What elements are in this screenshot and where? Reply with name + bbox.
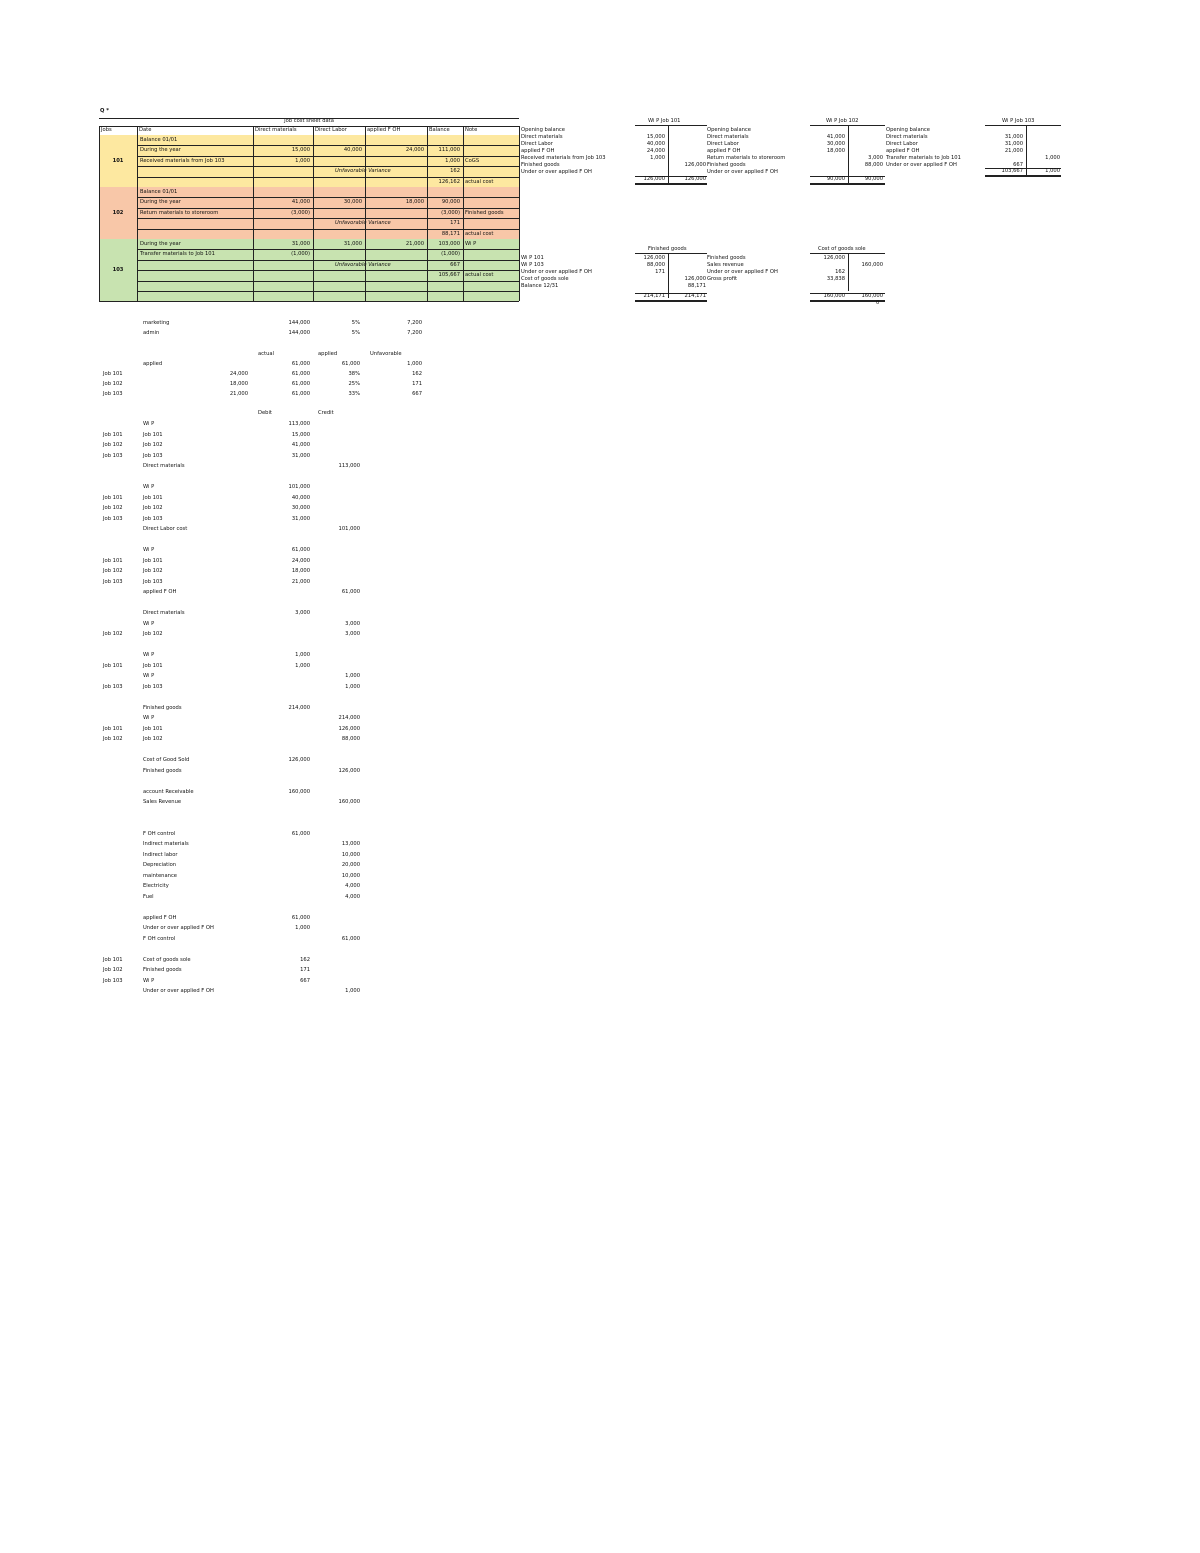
t-row-credit: 1,000 (1045, 155, 1060, 161)
row-date: Balance 01/01 (140, 189, 178, 195)
journal-job: Job 102 (103, 736, 123, 742)
journal-credit: 160,000 (338, 799, 360, 805)
t-row-debit: 126,000 (643, 255, 665, 261)
journal-debit: 160,000 (288, 788, 310, 795)
journal-debit: 126,000 (288, 757, 310, 763)
journal-debit: 41,000 (291, 442, 310, 448)
row-balance: 88,171 (441, 230, 460, 237)
alloc-job: Job 102 (103, 381, 123, 387)
journal-job: Job 101 (103, 557, 123, 564)
journal-account: Wi P (143, 620, 155, 627)
journal-account: Job 103 (143, 578, 163, 585)
t-row-debit: 40,000 (646, 141, 665, 147)
t-row-debit: 667 (1013, 162, 1023, 168)
journal-credit: 1,000 (345, 988, 360, 994)
row-variance-label: Unfavorable Variance (335, 220, 391, 227)
row-balance: (3,000) (441, 209, 460, 216)
journal-debit: 171 (300, 967, 310, 973)
markup-label: admin (143, 330, 160, 336)
t-account-title: Wi P Job 103 (1002, 118, 1035, 124)
t-row-label: applied F OH (707, 148, 741, 154)
journal-debit: 162 (300, 956, 310, 963)
journal-credit: 1,000 (345, 673, 360, 679)
t-row-label: Opening balance (886, 127, 930, 133)
journal-account: F OH control (143, 830, 176, 837)
journal-debit: 15,000 (291, 431, 310, 438)
journal-debit: 667 (300, 977, 310, 984)
row-balance: 105,667 (438, 272, 460, 279)
alloc-actual: 61,000 (291, 381, 310, 387)
journal-job: Job 101 (103, 956, 123, 963)
journal-debit: 21,000 (291, 578, 310, 585)
row-direct-materials: (1,000) (291, 251, 310, 258)
journal-credit: 3,000 (345, 620, 360, 627)
alloc-header-actual: actual (258, 351, 274, 357)
row-date: Transfer materials to Job 101 (140, 251, 215, 258)
journal-debit: 101,000 (288, 484, 310, 490)
t-row-label: Direct Labor (886, 141, 918, 147)
alloc-header-applied: applied (318, 351, 338, 357)
t-row-debit: 21,000 (1004, 148, 1023, 154)
row-note: CoGS (465, 157, 480, 164)
journal-account: Job 101 (143, 557, 163, 564)
row-note: actual cost (465, 272, 494, 279)
journal-account: Direct Labor cost (143, 526, 188, 532)
journal-job: Job 103 (103, 452, 123, 459)
journal-debit: 30,000 (291, 505, 310, 511)
t-row-debit: 126,000 (823, 255, 845, 261)
t-row-credit: 88,000 (864, 162, 883, 168)
journal-job: Job 102 (103, 967, 123, 973)
t-account-title: Wi P Job 101 (648, 118, 681, 124)
column-header: applied F OH (367, 127, 401, 133)
t-row-label: Under or over applied F OH (521, 269, 592, 275)
journal-account: applied F OH (143, 589, 177, 595)
journal-account: Electricity (143, 883, 169, 889)
journal-credit: 88,000 (341, 736, 360, 742)
markup-amount: 7,200 (407, 320, 422, 326)
t-row-debit: 30,000 (826, 141, 845, 147)
journal-account: Under or over applied F OH (143, 925, 214, 931)
t-row-debit: 162 (835, 269, 845, 275)
alloc-unfav: 162 (412, 371, 422, 377)
journal-debit: 1,000 (295, 652, 310, 658)
job-cost-title: Job cost sheet data (284, 118, 334, 124)
journal-credit: 101,000 (338, 526, 360, 532)
t-row-label: applied F OH (886, 148, 920, 154)
t-row-debit: 24,000 (646, 148, 665, 154)
journal-account: applied F OH (143, 914, 177, 921)
journal-account: Wi P (143, 652, 155, 658)
t-row-label: Finished goods (707, 255, 746, 261)
journal-account: Job 101 (143, 431, 163, 438)
alloc-pct: 38% (348, 371, 360, 377)
journal-credit: 4,000 (345, 893, 360, 900)
t-row-label: Opening balance (521, 127, 565, 133)
journal-credit: 1,000 (345, 683, 360, 690)
row-direct-materials: 41,000 (291, 199, 310, 206)
row-direct-labor: 40,000 (343, 147, 362, 154)
alloc-pct: 25% (348, 381, 360, 387)
journal-account: Direct materials (143, 610, 185, 616)
t-row-label: Wi P 103 (521, 262, 544, 268)
column-header: Jobs (101, 127, 112, 133)
t-row-label: Opening balance (707, 127, 751, 133)
journal-job: Job 102 (103, 568, 123, 574)
alloc-actual: 61,000 (291, 391, 310, 397)
t-row-label: Sales revenue (707, 262, 744, 268)
journal-account: Wi P (143, 484, 155, 490)
markup-amount: 7,200 (407, 330, 422, 336)
journal-account: Job 103 (143, 515, 163, 522)
t-total-debit: 214,171 (643, 293, 665, 299)
journal-account: Sales Revenue (143, 799, 182, 805)
t-row-label: Direct Labor (707, 141, 739, 147)
journal-job: Job 102 (103, 505, 123, 511)
journal-credit: 61,000 (341, 935, 360, 942)
alloc-unfav: 667 (412, 391, 422, 397)
journal-job: Job 102 (103, 442, 123, 448)
journal-job: Job 103 (103, 683, 123, 690)
journal-account: Wi P (143, 673, 155, 679)
journal-account: F OH control (143, 935, 176, 942)
row-direct-materials: 1,000 (295, 157, 310, 164)
row-note: Wi P (465, 241, 477, 247)
journal-debit: 40,000 (291, 494, 310, 501)
journal-credit: 20,000 (341, 862, 360, 868)
job-number: 102 (112, 210, 124, 216)
column-header: Balance (429, 127, 450, 133)
t-row-label: Cost of goods sole (521, 276, 569, 282)
t-account-title: Wi P Job 102 (826, 118, 859, 124)
journal-job: Job 103 (103, 578, 123, 585)
column-header: Note (465, 127, 478, 133)
credit-header: Credit (318, 410, 334, 416)
row-applied-foh: 21,000 (405, 241, 424, 247)
question-label: Q * (100, 108, 109, 114)
t-row-label: Transfer materials to Job 101 (886, 155, 961, 161)
row-variance-label: Unfavorable Variance (335, 261, 391, 268)
t-row-debit: 15,000 (646, 134, 665, 140)
column-header: Date (139, 127, 152, 133)
alloc-dm: 21,000 (229, 391, 248, 397)
t-row-label: Gross profit (707, 276, 738, 282)
journal-credit: 126,000 (338, 767, 360, 774)
t-total-debit: 90,000 (826, 176, 845, 182)
t-row-debit: 33,838 (826, 276, 845, 282)
t-row-label: Direct materials (521, 134, 563, 140)
journal-account: Job 101 (143, 662, 163, 669)
journal-job: Job 101 (103, 431, 123, 438)
alloc-unfav: 171 (412, 381, 422, 387)
row-direct-materials: (3,000) (291, 209, 310, 216)
journal-account: Job 102 (143, 442, 163, 448)
cogs-zero: 0 (876, 300, 880, 306)
t-row-label: Balance 12/31 (521, 283, 559, 289)
journal-account: Job 102 (143, 631, 163, 637)
job-number: 103 (112, 267, 124, 274)
journal-account: Direct materials (143, 463, 185, 469)
journal-account: Cost of goods sole (143, 956, 191, 963)
markup-base: 144,000 (288, 330, 310, 336)
row-direct-materials: 31,000 (291, 241, 310, 247)
row-balance: 111,000 (438, 147, 460, 154)
t-row-credit: 160,000 (861, 262, 883, 268)
debit-header: Debit (258, 410, 272, 416)
journal-job: Job 103 (103, 515, 123, 522)
journal-account: Job 103 (143, 683, 163, 690)
row-note: actual cost (465, 178, 494, 185)
journal-credit: 214,000 (338, 715, 360, 721)
journal-job: Job 102 (103, 631, 123, 637)
journal-credit: 61,000 (341, 589, 360, 595)
row-date: During the year (140, 147, 181, 154)
t-row-debit: 18,000 (826, 148, 845, 154)
job-number: 101 (112, 158, 124, 164)
row-direct-labor: 31,000 (343, 241, 362, 247)
journal-account: Wi P (143, 715, 155, 721)
markup-base: 144,000 (288, 320, 310, 326)
journal-account: Under or over applied F OH (143, 988, 214, 994)
journal-job: Job 103 (103, 977, 123, 984)
markup-rate: 5% (351, 330, 360, 336)
alloc-head-unfav: 1,000 (407, 361, 422, 367)
journal-account: account Receivable (143, 788, 194, 795)
journal-account: Job 102 (143, 568, 163, 574)
journal-debit: 18,000 (291, 568, 310, 574)
journal-debit: 61,000 (291, 914, 310, 921)
row-variance-label: Unfavorable Variance (335, 168, 391, 175)
row-applied-foh: 24,000 (405, 147, 424, 154)
row-date: Received materials from Job 103 (140, 157, 225, 164)
journal-debit: 113,000 (288, 421, 310, 427)
row-note: Finished goods (465, 209, 504, 216)
journal-job: Job 101 (103, 662, 123, 669)
row-balance: 171 (450, 220, 460, 227)
t-row-debit: 88,000 (646, 262, 665, 268)
journal-account: Wi P (143, 977, 155, 984)
t-row-label: Direct Labor (521, 141, 553, 147)
t-row-credit: 3,000 (868, 155, 883, 161)
journal-account: Fuel (143, 893, 154, 900)
alloc-head-applied: 61,000 (341, 361, 360, 367)
journal-job: Job 101 (103, 725, 123, 732)
t-row-label: Return materials to storeroom (707, 155, 786, 161)
journal-debit: 214,000 (288, 704, 310, 711)
alloc-job: Job 103 (103, 391, 123, 397)
journal-credit: 10,000 (341, 851, 360, 858)
row-balance: 162 (450, 168, 460, 175)
row-direct-labor: 30,000 (343, 199, 362, 206)
row-applied-foh: 18,000 (405, 199, 424, 206)
alloc-header-unfavorable: Unfavorable (370, 351, 402, 357)
journal-account: Depreciation (143, 862, 177, 868)
journal-credit: 126,000 (338, 725, 360, 732)
journal-account: Indirect materials (143, 841, 189, 847)
alloc-actual: 61,000 (291, 371, 310, 377)
journal-debit: 1,000 (295, 925, 310, 931)
journal-credit: 4,000 (345, 883, 360, 889)
alloc-head-actual: 61,000 (291, 361, 310, 367)
t-row-debit: 31,000 (1004, 141, 1023, 147)
journal-account: Job 102 (143, 736, 163, 742)
journal-debit: 1,000 (295, 662, 310, 669)
t-row-debit: 171 (655, 269, 665, 275)
journal-job: Job 101 (103, 494, 123, 501)
journal-credit: 113,000 (338, 463, 360, 469)
row-balance: 667 (450, 261, 460, 268)
journal-account: Finished goods (143, 967, 182, 973)
alloc-job: Job 101 (103, 371, 123, 377)
t-row-label: Under or over applied F OH (886, 162, 957, 168)
t-row-label: Finished goods (707, 162, 746, 168)
t-row-label: Direct materials (707, 134, 749, 140)
row-note: actual cost (465, 230, 494, 237)
row-balance: 126,162 (438, 178, 460, 185)
t-row-debit: 1,000 (650, 155, 665, 161)
row-date: During the year (140, 199, 181, 206)
journal-debit: 31,000 (291, 515, 310, 522)
journal-account: Finished goods (143, 704, 182, 711)
t-account-title: Finished goods (648, 246, 687, 252)
row-balance: 90,000 (441, 199, 460, 206)
t-row-label: applied F OH (521, 148, 555, 154)
journal-account: Job 101 (143, 725, 163, 732)
journal-account: Wi P (143, 547, 155, 553)
t-row-label: Under or over applied F OH (707, 269, 778, 275)
t-row-debit: 31,000 (1004, 134, 1023, 140)
journal-debit: 3,000 (295, 610, 310, 616)
t-row-label: Under or over applied F OH (707, 169, 778, 175)
t-row-credit: 126,000 (684, 162, 706, 168)
journal-account: Wi P (143, 421, 155, 427)
row-date: During the year (140, 241, 181, 247)
journal-account: Cost of Good Sold (143, 757, 190, 763)
t-row-debit: 41,000 (826, 134, 845, 140)
journal-debit: 31,000 (291, 452, 310, 459)
t-total-debit: 126,000 (643, 176, 665, 182)
t-account-title: Cost of goods sole (818, 246, 866, 252)
journal-account: Indirect labor (143, 851, 178, 858)
t-row-credit: 88,171 (687, 283, 706, 289)
row-balance: 103,000 (438, 241, 460, 247)
t-total-credit: 1,000 (1045, 168, 1060, 174)
journal-account: Finished goods (143, 767, 182, 774)
journal-debit: 61,000 (291, 547, 310, 553)
t-row-label: Under or over applied F OH (521, 169, 592, 175)
row-direct-materials: 15,000 (291, 147, 310, 154)
alloc-pct: 33% (348, 391, 360, 397)
alloc-dm: 18,000 (229, 381, 248, 387)
journal-account: Job 101 (143, 494, 163, 501)
t-total-credit: 126,000 (684, 176, 706, 182)
row-date: Balance 01/01 (140, 137, 178, 143)
column-header: Direct materials (255, 127, 297, 133)
journal-account: maintenance (143, 872, 177, 879)
t-total-debit: 103,667 (1001, 168, 1023, 174)
alloc-dm: 24,000 (229, 371, 248, 377)
t-row-label: Direct materials (886, 134, 928, 140)
row-balance: (1,000) (441, 251, 460, 258)
journal-credit: 10,000 (341, 872, 360, 879)
journal-debit: 24,000 (291, 557, 310, 564)
row-balance: 1,000 (445, 157, 460, 164)
t-total-credit: 214,171 (684, 293, 706, 299)
t-row-credit: 126,000 (684, 276, 706, 282)
t-total-debit: 160,000 (823, 293, 845, 299)
journal-account: Job 102 (143, 505, 163, 511)
t-total-credit: 90,000 (864, 176, 883, 182)
journal-credit: 13,000 (341, 841, 360, 847)
alloc-head-label: applied (143, 361, 163, 367)
markup-rate: 5% (351, 320, 360, 326)
t-row-label: Finished goods (521, 162, 560, 168)
t-row-label: Wi P 101 (521, 255, 544, 261)
t-row-label: Received materials from Job 103 (521, 155, 606, 161)
row-date: Return materials to storeroom (140, 209, 219, 216)
t-total-credit: 160,000 (861, 293, 883, 299)
column-header: Direct Labor (315, 127, 347, 133)
journal-debit: 61,000 (291, 830, 310, 837)
journal-account: Job 103 (143, 452, 163, 459)
journal-credit: 3,000 (345, 631, 360, 637)
markup-label: marketing (143, 320, 170, 326)
